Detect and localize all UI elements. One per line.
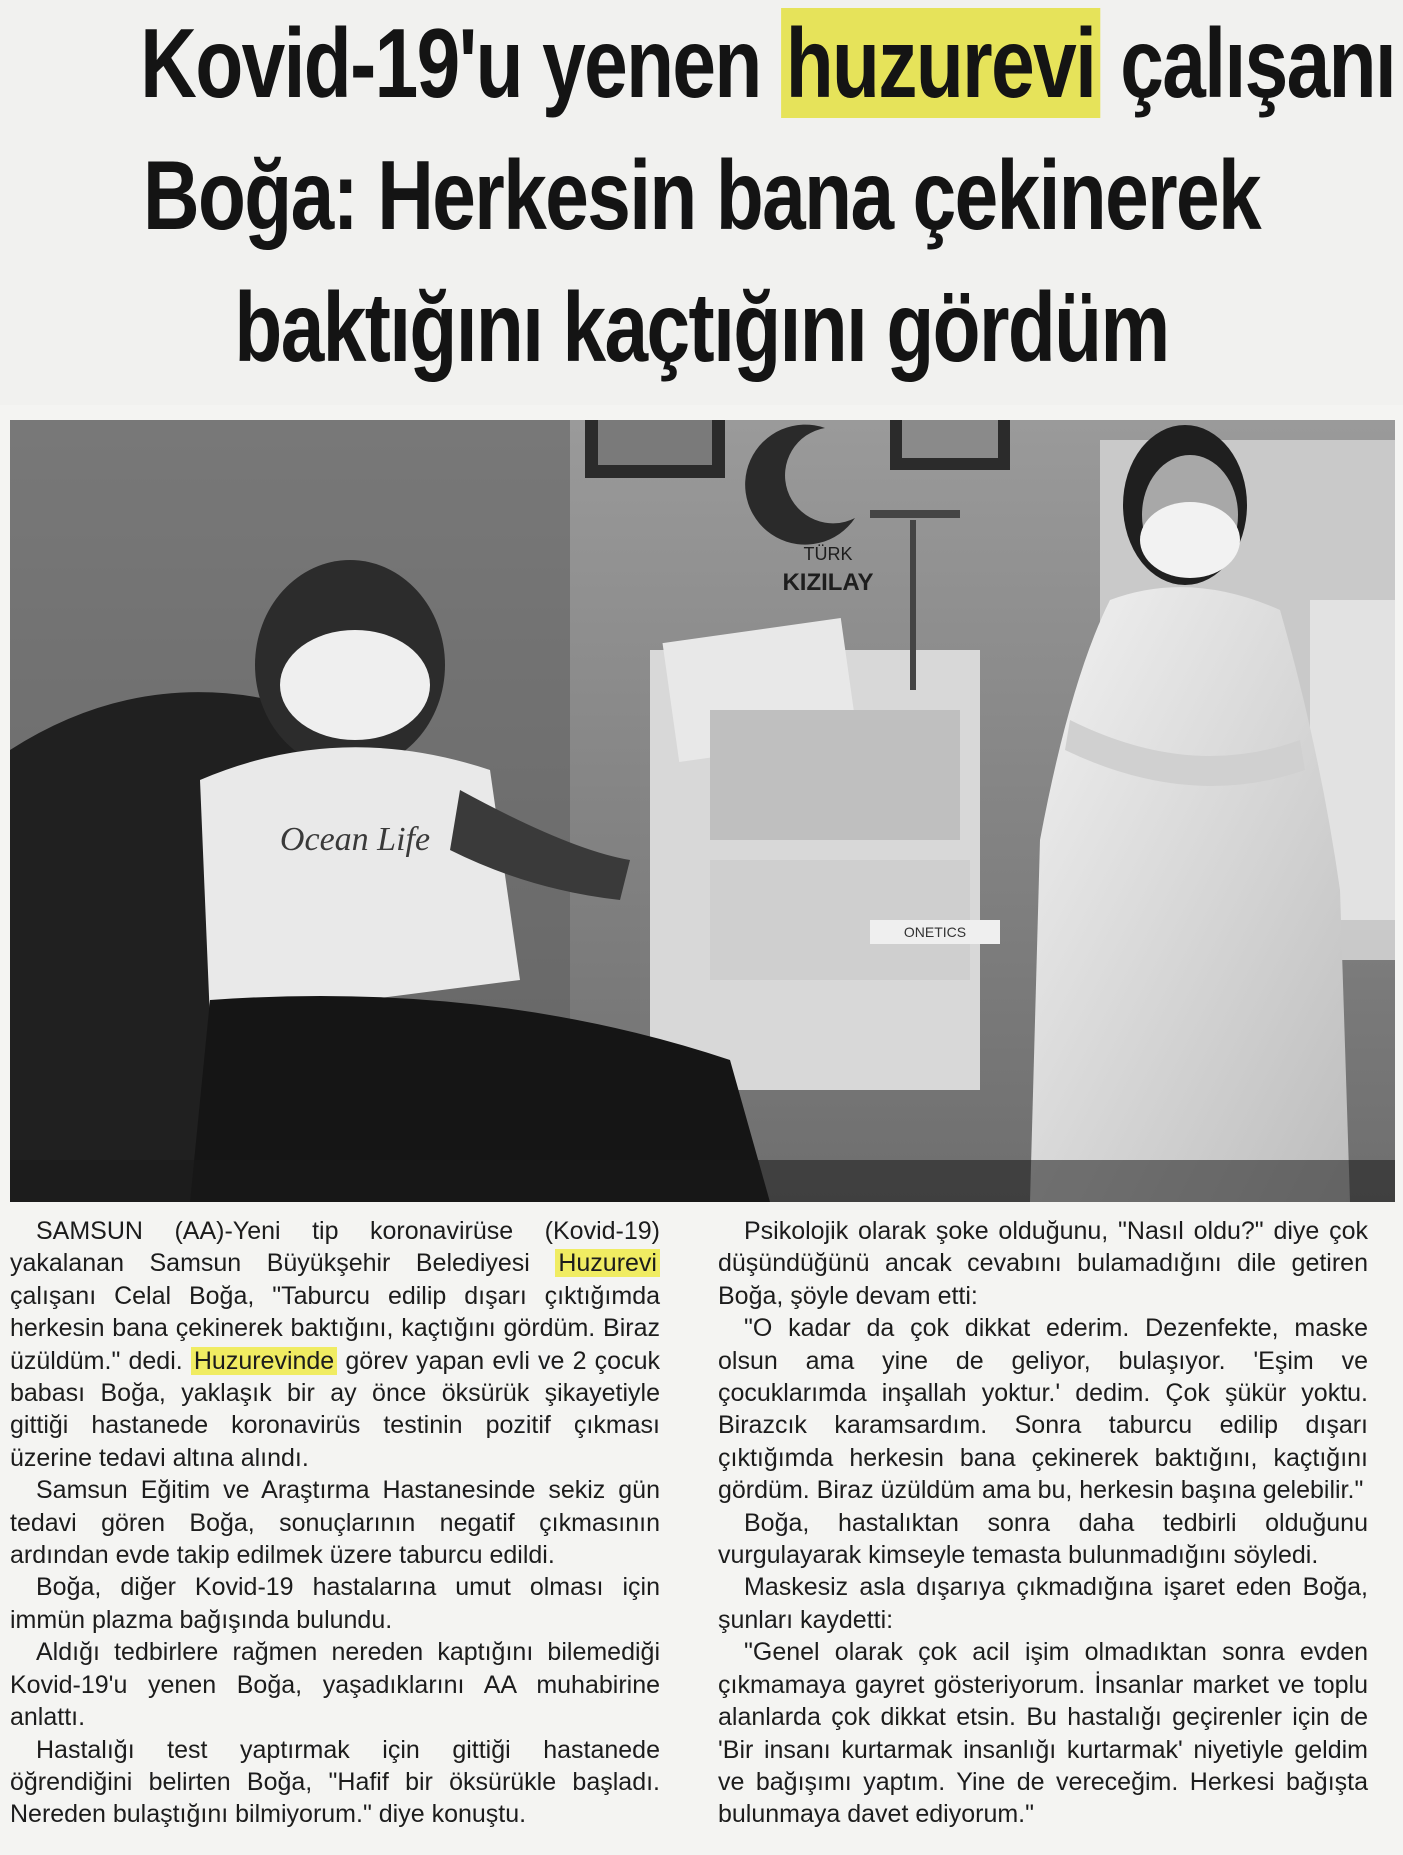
- article-left-p1-end: görev yapan evli ve 2 çocuk babası Boğa, yaklaşık bir ay önce öksürük şikayetiyle gittiği hastanede koronavirüs testinin pozitif çıkması üzerine tedavi altına alındı.: [10, 1346, 660, 1472]
- article-left-p1-middle: çalışanı Celal Boğa, "Taburcu edilip dışarı çıktığımda herkesin bana çekinerek baktığını, kaçtığını gördüm. Biraz üzüldüm." dedi.: [10, 1281, 660, 1375]
- article-left-paragraph-5: Hastalığı test yaptırmak için gittiği hastanede öğrendiğini belirten Boğa, "Hafif bir öksürükle başladı. Nereden bulaştığını bilmiyorum." diye konuştu.: [10, 1735, 660, 1829]
- headline-line-1-start: Kovid-19'u yenen: [140, 8, 761, 118]
- article-right-paragraph-5: "Genel olarak çok acil işim olmadıktan sonra evden çıkmamaya gayret gösteriyorum. İnsanlar market ve toplu alanlarda çok dikkat etsin. Bu hastalığı geçirenler için de 'Bir insanı kurtarmak insanlığı kurtarmak' niyetiyle geldim ve bağışımı yaptım. Yine de vereceğim. Herkesi bağışta bulunmaya davet ediyorum.": [718, 1638, 1368, 1829]
- headline-line-3: baktığını kaçtığını gördüm: [234, 272, 1169, 382]
- photo-man-mask: [280, 630, 430, 740]
- photo-man-shirt: [200, 747, 520, 1020]
- photo-nurse-mask: [1140, 502, 1240, 578]
- highlight-huzurevinde: Huzurevinde: [191, 1347, 337, 1375]
- news-photo: [10, 420, 1395, 1202]
- banner-top-text: TÜRK: [803, 544, 853, 564]
- device-label: ONETICS: [903, 924, 967, 940]
- article-left-paragraph-1: [10, 1215, 660, 1474]
- shirt-print: Ocean Life: [279, 821, 431, 858]
- headline: [0, 0, 1403, 405]
- article-left-paragraph-2: Samsun Eğitim ve Araştırma Hastanesinde sekiz gün tedavi gören Boğa, sonuçlarının negatif çıkmasının ardından evde takip edilmek üzere taburcu edildi.: [10, 1476, 660, 1570]
- article-left-paragraph-3: Boğa, diğer Kovid-19 hastalarına umut olması için immün plazma bağışında bulundu.: [10, 1573, 660, 1634]
- article-right-paragraph-1: Psikolojik olarak şoke olduğunu, "Nasıl oldu?" diye çok düşündüğünü ancak cevabını bulamadığını dile getiren Boğa, şöyle devam etti:: [718, 1217, 1368, 1310]
- headline-line-1-end: çalışanı: [1120, 8, 1396, 118]
- article-column-left: [10, 1215, 660, 1831]
- highlight-huzurevi: Huzurevi: [555, 1249, 660, 1277]
- article-left-p1-start: SAMSUN (AA)-Yeni tip koronavirüse (Kovid-19) yakalanan Samsun Büyükşehir Belediyesi: [10, 1217, 660, 1278]
- article-left-paragraph-4: Aldığı tedbirlere rağmen nereden kaptığını bilemediği Kovid-19'u yenen Boğa, yaşadıklarını AA muhabirine anlattı.: [10, 1638, 660, 1732]
- article-right-paragraph-3: Boğa, hastalıktan sonra daha tedbirli olduğunu vurgulayarak kimseyle temasta bulunmadığını söyledi.: [718, 1508, 1368, 1570]
- article-right-paragraph-4: Maskesiz asla dışarıya çıkmadığına işaret eden Boğa, şunları kaydetti:: [718, 1573, 1368, 1634]
- headline-line-1: [140, 4, 1396, 122]
- photo-illustration: [10, 420, 1395, 1202]
- headline-highlight: huzurevi: [781, 8, 1100, 118]
- article-column-right: [718, 1215, 1368, 1831]
- headline-line-2: Boğa: Herkesin bana çekinerek: [142, 140, 1261, 250]
- banner-bottom-text: KIZILAY: [782, 569, 874, 596]
- article-right-paragraph-2: "O kadar da çok dikkat ederim. Dezenfekte, maske olsun ama yine de geliyor, bulaşıyor. 'Eşim ve çocuklarımda inşallah yoktur.' dedim. Çok şükür yoktu. Birazcık karamsardım. Sonra taburcu edilip dışarı çıktığımda herkesin bana çekinerek baktığını, kaçtığını gördüm. Biraz üzüldüm ama bu, herkesin başına gelebilir.": [718, 1314, 1368, 1505]
